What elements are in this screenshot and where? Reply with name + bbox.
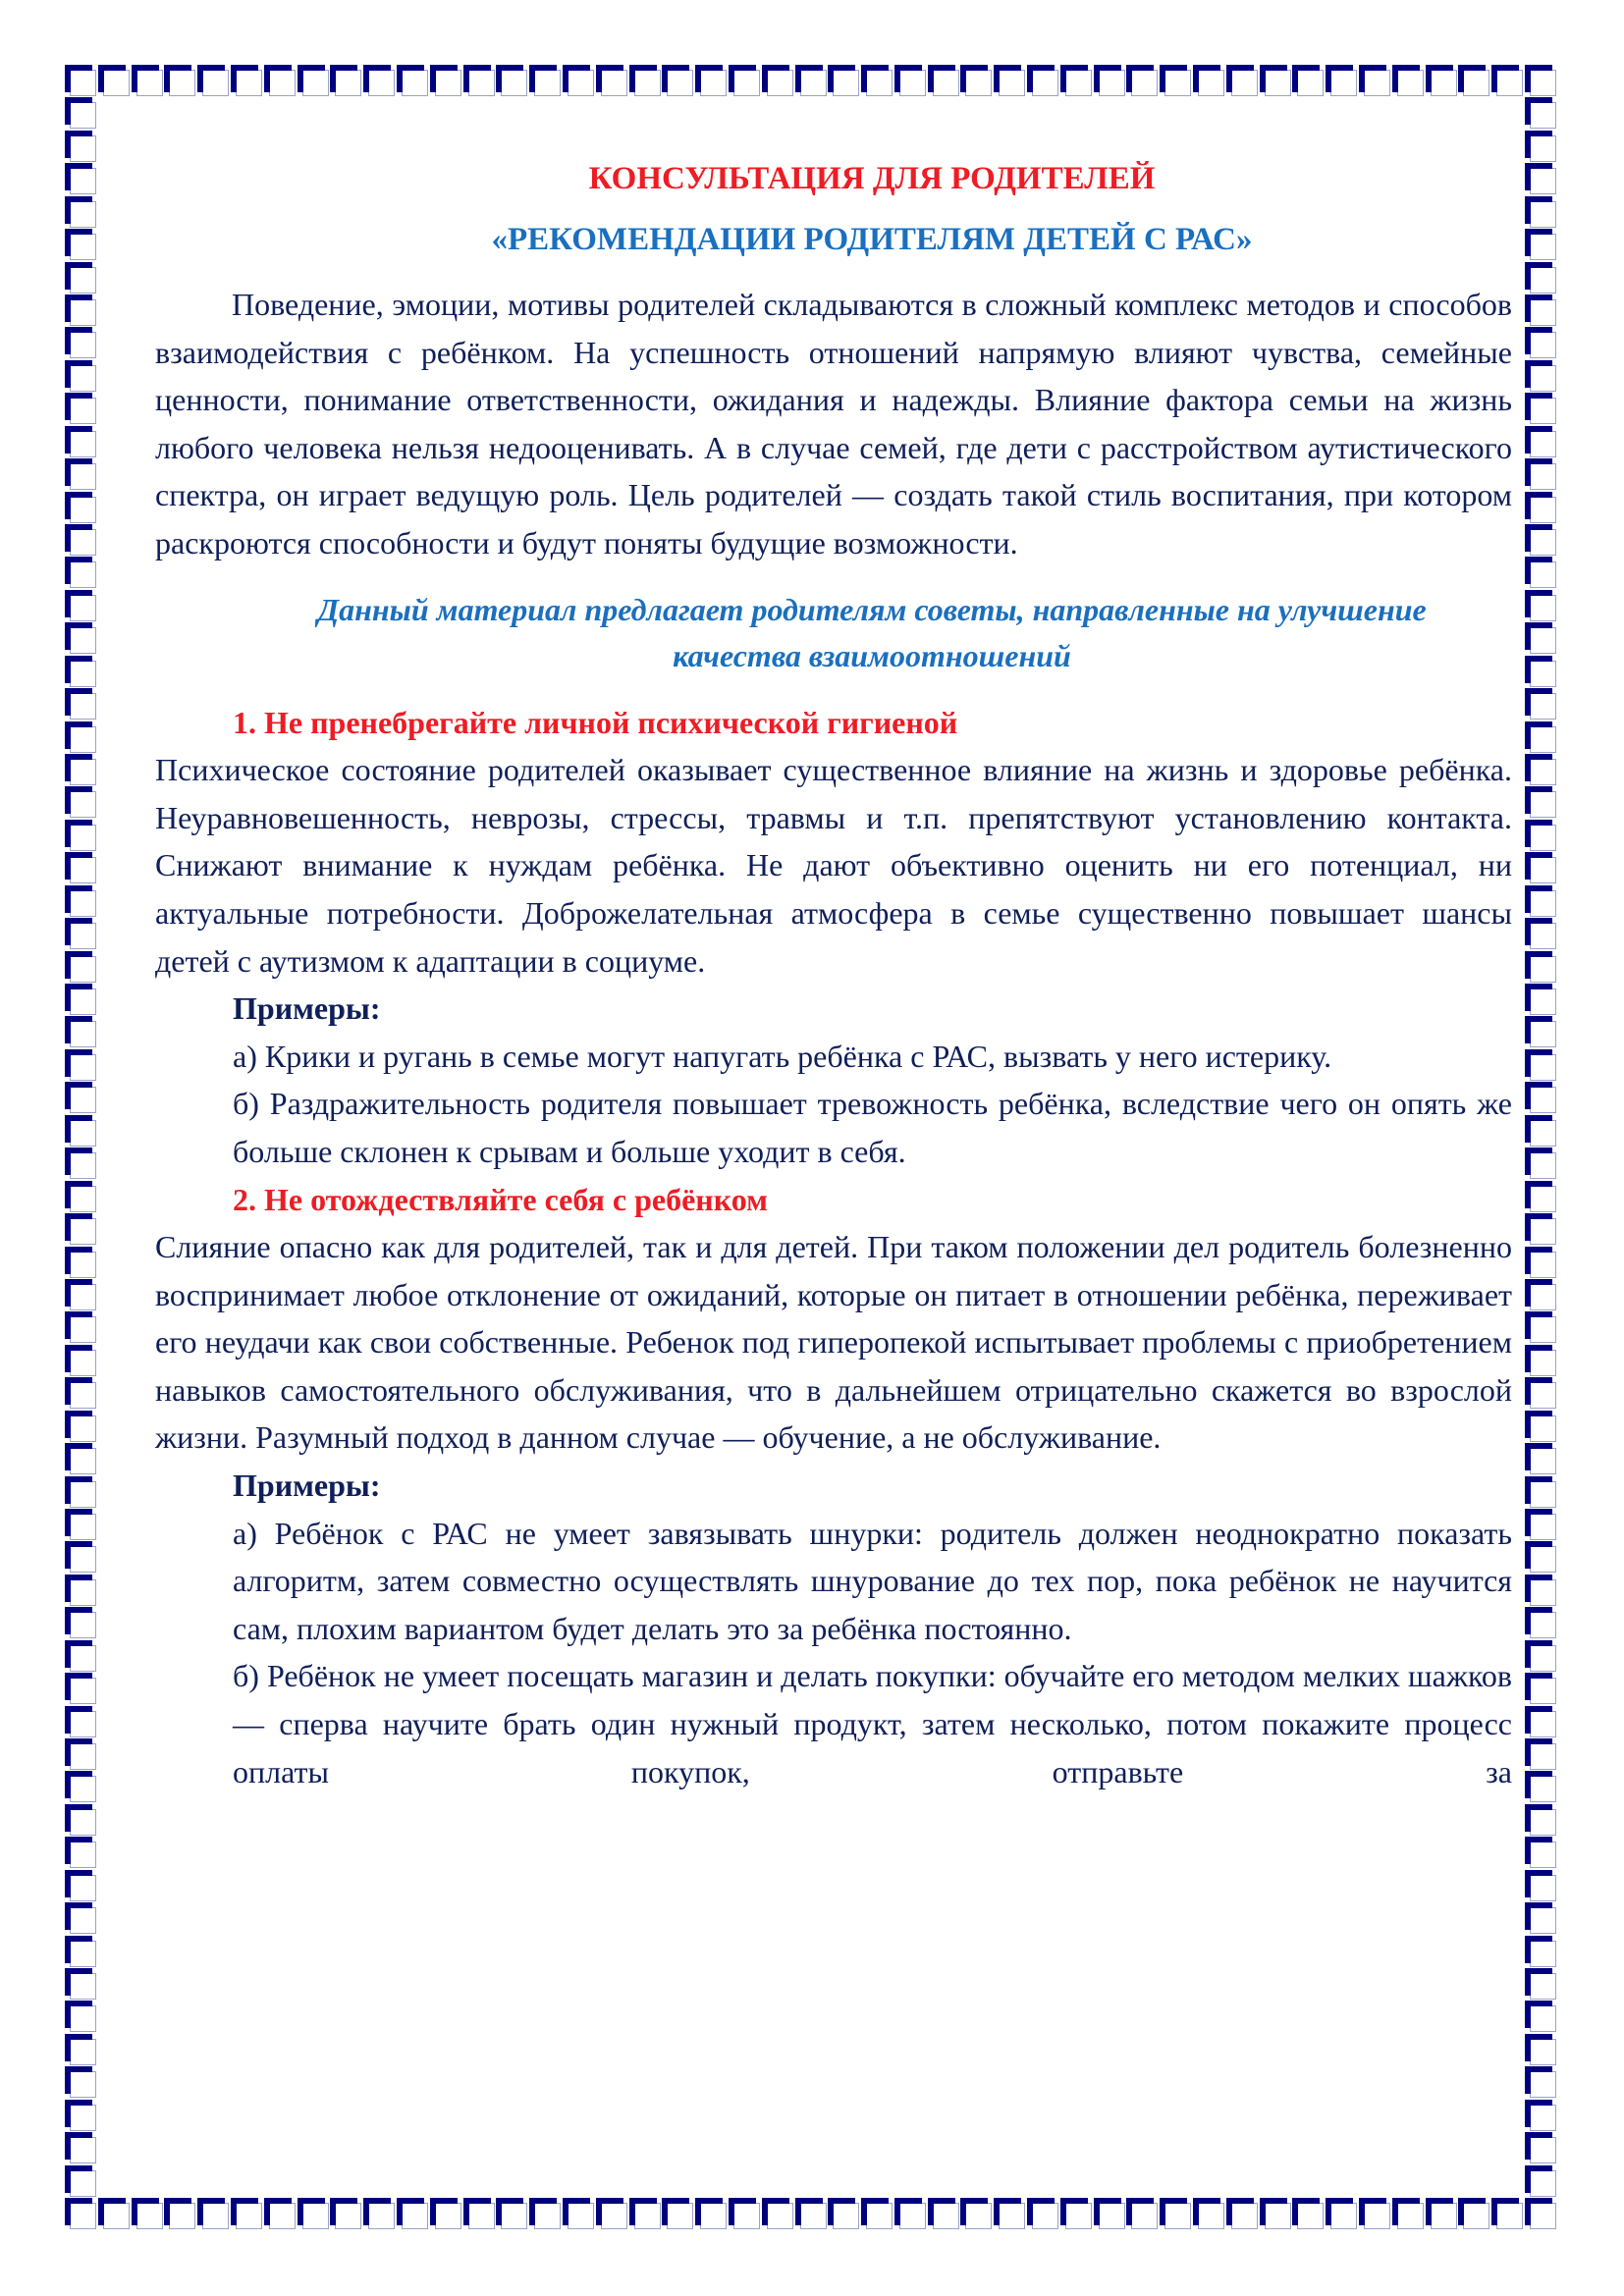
border-cell	[430, 2198, 463, 2231]
border-cell	[1525, 1049, 1558, 1083]
border-cell	[363, 65, 397, 98]
border-cell	[1525, 1443, 1558, 1476]
border-cell	[1525, 163, 1558, 196]
border-cell	[65, 1968, 98, 2002]
border-cell	[397, 65, 430, 98]
border-cell	[496, 65, 529, 98]
border-cell	[65, 1738, 98, 1772]
border-cell	[529, 2198, 563, 2231]
border-cell	[1525, 1311, 1558, 1345]
border-cell	[65, 1607, 98, 1640]
border-cell	[65, 885, 98, 919]
border-cell	[994, 2198, 1027, 2231]
border-cell	[994, 65, 1027, 98]
border-cell	[65, 327, 98, 360]
border-cell	[1226, 65, 1260, 98]
border-cell	[65, 97, 98, 131]
border-cell	[65, 557, 98, 590]
border-cell	[1525, 1148, 1558, 1181]
border-cell	[1525, 1345, 1558, 1378]
example-item: б) Раздражительность родителя повышает тревожность ребёнка, вследствие чего он опять же больше склонен к срывам и больше уходит в себя.	[233, 1086, 1512, 1169]
border-cell	[65, 1247, 98, 1280]
border-cell	[894, 65, 928, 98]
border-cell	[1525, 2132, 1558, 2165]
border-cell	[928, 2198, 961, 2231]
border-cell	[762, 65, 795, 98]
border-cell	[1525, 1181, 1558, 1214]
border-cell	[1126, 2198, 1160, 2231]
border-cell	[65, 1443, 98, 1476]
document-page	[155, 147, 1512, 1795]
border-cell	[1525, 622, 1558, 656]
border-cell	[65, 65, 98, 98]
border-cell	[1525, 2165, 1558, 2199]
border-cell	[1525, 229, 1558, 262]
border-cell	[65, 2034, 98, 2067]
border-cell	[795, 2198, 829, 2231]
border-cell	[1525, 327, 1558, 360]
border-cell	[1359, 2198, 1392, 2231]
border-cell	[397, 2198, 430, 2231]
intro-paragraph: Поведение, эмоции, мотивы родителей складываются в сложный комплекс методов и способов взаимодействия с ребёнком. На успешность отношений напрямую влияют чувства, семейные ценности, понимание ответственности, ожидания и надежды. Влияние фактора семьи на жизнь любого человека нельзя недооценивать. А в случае семей, где дети с расстройством аутистического спектра, он играет ведущую роль. Цель родителей — создать такой стиль воспитания, при котором раскроются способности и будут поняты будущие возможности.	[155, 287, 1512, 561]
border-cell	[65, 229, 98, 262]
border-cell	[1392, 2198, 1426, 2231]
border-cell	[1359, 65, 1392, 98]
border-cell	[65, 951, 98, 985]
border-cell	[1525, 1377, 1558, 1411]
border-cell	[65, 1148, 98, 1181]
border-cell	[65, 1476, 98, 1510]
border-cell	[1525, 1673, 1558, 1706]
border-cell	[1260, 2198, 1293, 2231]
border-cell	[65, 1673, 98, 1706]
border-cell	[1525, 360, 1558, 394]
border-cell	[1525, 1902, 1558, 1936]
border-cell	[65, 294, 98, 328]
border-cell	[65, 1837, 98, 1870]
border-cell	[363, 2198, 397, 2231]
border-cell	[1525, 393, 1558, 426]
example-item: а) Ребёнок с РАС не умеет завязывать шнурки: родитель должен неоднократно показать алгоритм, затем совместно осуществлять шнурование до тех пор, пока ребёнок не научится сам, плохим вариантом будет делать это за ребёнка постоянно.	[233, 1515, 1512, 1646]
border-cell	[729, 65, 762, 98]
border-cell	[65, 1115, 98, 1148]
border-cell	[1491, 65, 1525, 98]
border-cell	[1126, 65, 1160, 98]
border-cell	[1525, 1575, 1558, 1608]
border-cell	[828, 65, 861, 98]
border-cell	[1525, 1247, 1558, 1280]
border-cell	[264, 65, 298, 98]
border-cell	[65, 1049, 98, 1083]
lead-statement: Данный материал предлагает родителям советы, направленные на улучшение качества взаимоотношений	[317, 591, 1427, 673]
border-cell	[231, 65, 264, 98]
border-cell	[65, 2001, 98, 2034]
border-cell	[1525, 1213, 1558, 1247]
section-paragraph: Психическое состояние родителей оказывает существенное влияние на жизнь и здоровье ребёнка. Неуравновешенность, неврозы, стрессы, травмы и т.п. препятствуют установлению контакта. Снижают внимание к нуждам ребёнка. Не дают объективно оценить ни его потенциал, ни актуальные потребности. Доброжелательная атмосфера в семье существенно повышает шансы детей с аутизмом к адаптации в социуме.	[155, 752, 1512, 979]
border-cell	[430, 65, 463, 98]
examples-label: Примеры:	[233, 1468, 381, 1504]
border-cell	[65, 1377, 98, 1411]
border-cell	[629, 65, 663, 98]
section-1	[155, 699, 1512, 1176]
border-cell	[132, 2198, 165, 2231]
border-cell	[1525, 1411, 1558, 1444]
border-cell	[65, 426, 98, 459]
border-cell	[1525, 1738, 1558, 1772]
section-2	[155, 1176, 1512, 1796]
border-cell	[1525, 656, 1558, 689]
border-cell	[1226, 2198, 1260, 2231]
border-cell	[960, 65, 994, 98]
border-cell	[1094, 65, 1127, 98]
border-cell	[695, 65, 729, 98]
border-cell	[861, 65, 894, 98]
border-cell	[1160, 65, 1193, 98]
border-cell	[65, 131, 98, 164]
border-cell	[98, 65, 132, 98]
border-cell	[861, 2198, 894, 2231]
border-cell	[1525, 1509, 1558, 1542]
border-cell	[1326, 2198, 1359, 2231]
border-cell	[65, 688, 98, 721]
border-cell	[65, 458, 98, 492]
document-subtitle: «РЕКОМЕНДАЦИИ РОДИТЕЛЯМ ДЕТЕЙ С РАС»	[491, 222, 1253, 257]
border-cell	[65, 721, 98, 755]
border-cell	[65, 1311, 98, 1345]
border-cell	[65, 1541, 98, 1575]
border-cell	[330, 65, 363, 98]
border-cell	[1525, 951, 1558, 985]
border-cell	[1458, 2198, 1491, 2231]
border-cell	[164, 2198, 197, 2231]
border-cell	[65, 918, 98, 951]
border-cell	[197, 2198, 231, 2231]
border-cell	[98, 2198, 132, 2231]
border-cell	[1193, 2198, 1226, 2231]
border-cell	[729, 2198, 762, 2231]
border-cell	[1525, 754, 1558, 787]
border-cell	[1525, 1837, 1558, 1870]
border-cell	[1060, 2198, 1094, 2231]
border-cell	[65, 1804, 98, 1838]
border-cell	[1525, 1706, 1558, 1739]
border-cell	[1525, 1016, 1558, 1049]
border-cell	[65, 2198, 98, 2231]
example-item: б) Ребёнок не умеет посещать магазин и делать покупки: обучайте его методом мелких шажков — сперва научите брать один нужный продукт, затем несколько, потом покажите процесс оплаты покупок, отправьте за	[233, 1658, 1512, 1789]
border-cell	[1525, 984, 1558, 1017]
border-cell	[596, 2198, 629, 2231]
border-cell	[65, 1082, 98, 1115]
border-cell	[1525, 1115, 1558, 1148]
border-cell	[65, 1870, 98, 1903]
border-cell	[65, 262, 98, 295]
border-cell	[264, 2198, 298, 2231]
border-cell	[65, 1575, 98, 1608]
border-cell	[1160, 2198, 1193, 2231]
border-cell	[1525, 1279, 1558, 1312]
border-cell	[65, 524, 98, 558]
border-cell	[1525, 918, 1558, 951]
border-cell	[65, 1279, 98, 1312]
border-cell	[1491, 2198, 1525, 2231]
border-cell	[1525, 721, 1558, 755]
border-cell	[1525, 131, 1558, 164]
border-cell	[65, 590, 98, 623]
border-cell	[231, 2198, 264, 2231]
border-cell	[1525, 885, 1558, 919]
border-cell	[828, 2198, 861, 2231]
border-cell	[563, 65, 596, 98]
border-cell	[496, 2198, 529, 2231]
border-cell	[463, 65, 497, 98]
border-cell	[65, 1181, 98, 1214]
border-cell	[762, 2198, 795, 2231]
border-cell	[65, 984, 98, 1017]
border-cell	[65, 2066, 98, 2100]
border-cell	[65, 196, 98, 230]
border-cell	[1525, 1607, 1558, 1640]
border-cell	[65, 1771, 98, 1804]
document-title: КОНСУЛЬТАЦИЯ ДЛЯ РОДИТЕЛЕЙ	[588, 161, 1156, 196]
border-cell	[1525, 590, 1558, 623]
border-cell	[1094, 2198, 1127, 2231]
section-paragraph: Слияние опасно как для родителей, так и для детей. При таком положении дел родитель болезненно воспринимает любое отклонение от ожиданий, которые он питает в отношении ребёнка, переживает его неудачи как свои собственные. Ребенок под гиперопекой испытывает проблемы с приобретением навыков самостоятельного обслуживания, что в дальнейшем отрицательно скажется во взрослой жизни. Разумный подход в данном случае — обучение, а не обслуживание.	[155, 1229, 1512, 1456]
section-heading: 1. Не пренебрегайте личной психической гигиеной	[233, 704, 958, 740]
border-cell	[662, 2198, 695, 2231]
examples-label: Примеры:	[233, 990, 381, 1027]
border-cell	[1525, 2198, 1558, 2231]
border-cell	[1525, 820, 1558, 853]
border-cell	[662, 65, 695, 98]
border-cell	[1525, 688, 1558, 721]
border-cell	[960, 2198, 994, 2231]
border-cell	[65, 786, 98, 820]
border-cell	[65, 2132, 98, 2165]
border-cell	[164, 65, 197, 98]
border-cell	[1525, 1968, 1558, 2002]
border-cell	[1458, 65, 1491, 98]
border-cell	[529, 65, 563, 98]
border-cell	[65, 492, 98, 525]
border-cell	[1525, 97, 1558, 131]
section-heading: 2. Не отождествляйте себя с ребёнком	[233, 1181, 768, 1217]
border-cell	[1292, 2198, 1326, 2231]
border-cell	[1027, 2198, 1060, 2231]
border-cell	[65, 1936, 98, 1969]
example-item: а) Крики и ругань в семье могут напугать ребёнка с РАС, вызвать у него истерику.	[233, 1038, 1332, 1074]
border-cell	[65, 163, 98, 196]
border-cell	[1525, 1870, 1558, 1903]
border-cell	[1525, 492, 1558, 525]
border-cell	[1525, 1771, 1558, 1804]
border-cell	[1525, 1476, 1558, 1510]
border-cell	[928, 65, 961, 98]
border-cell	[1260, 65, 1293, 98]
border-cell	[65, 1640, 98, 1674]
border-cell	[1525, 2066, 1558, 2100]
border-cell	[1525, 557, 1558, 590]
border-cell	[65, 1016, 98, 1049]
border-cell	[1525, 2001, 1558, 2034]
border-cell	[65, 393, 98, 426]
border-cell	[1525, 524, 1558, 558]
border-cell	[894, 2198, 928, 2231]
border-cell	[65, 852, 98, 885]
border-cell	[563, 2198, 596, 2231]
border-cell	[1525, 1640, 1558, 1674]
border-cell	[1525, 786, 1558, 820]
border-cell	[1525, 196, 1558, 230]
border-cell	[65, 754, 98, 787]
border-cell	[1525, 426, 1558, 459]
border-cell	[1027, 65, 1060, 98]
border-cell	[65, 2100, 98, 2133]
border-cell	[1525, 1541, 1558, 1575]
border-cell	[65, 1706, 98, 1739]
border-cell	[65, 1345, 98, 1378]
border-cell	[65, 2165, 98, 2199]
border-cell	[65, 656, 98, 689]
border-cell	[298, 2198, 331, 2231]
border-cell	[1392, 65, 1426, 98]
border-cell	[65, 360, 98, 394]
border-cell	[1326, 65, 1359, 98]
border-cell	[1426, 65, 1459, 98]
border-cell	[629, 2198, 663, 2231]
border-cell	[65, 622, 98, 656]
border-cell	[1525, 65, 1558, 98]
border-cell	[596, 65, 629, 98]
border-cell	[197, 65, 231, 98]
border-cell	[65, 1509, 98, 1542]
border-cell	[1525, 852, 1558, 885]
border-cell	[298, 65, 331, 98]
border-cell	[1060, 65, 1094, 98]
border-cell	[695, 2198, 729, 2231]
border-cell	[132, 65, 165, 98]
border-cell	[65, 820, 98, 853]
border-cell	[1525, 458, 1558, 492]
border-cell	[65, 1411, 98, 1444]
border-cell	[65, 1902, 98, 1936]
border-cell	[1525, 2034, 1558, 2067]
border-cell	[1193, 65, 1226, 98]
border-cell	[1525, 294, 1558, 328]
border-cell	[1426, 2198, 1459, 2231]
border-cell	[463, 2198, 497, 2231]
border-cell	[795, 65, 829, 98]
border-cell	[330, 2198, 363, 2231]
border-cell	[1525, 1936, 1558, 1969]
border-cell	[1525, 2100, 1558, 2133]
border-cell	[1525, 1804, 1558, 1838]
border-cell	[1525, 262, 1558, 295]
border-cell	[1292, 65, 1326, 98]
border-cell	[1525, 1082, 1558, 1115]
border-cell	[65, 1213, 98, 1247]
